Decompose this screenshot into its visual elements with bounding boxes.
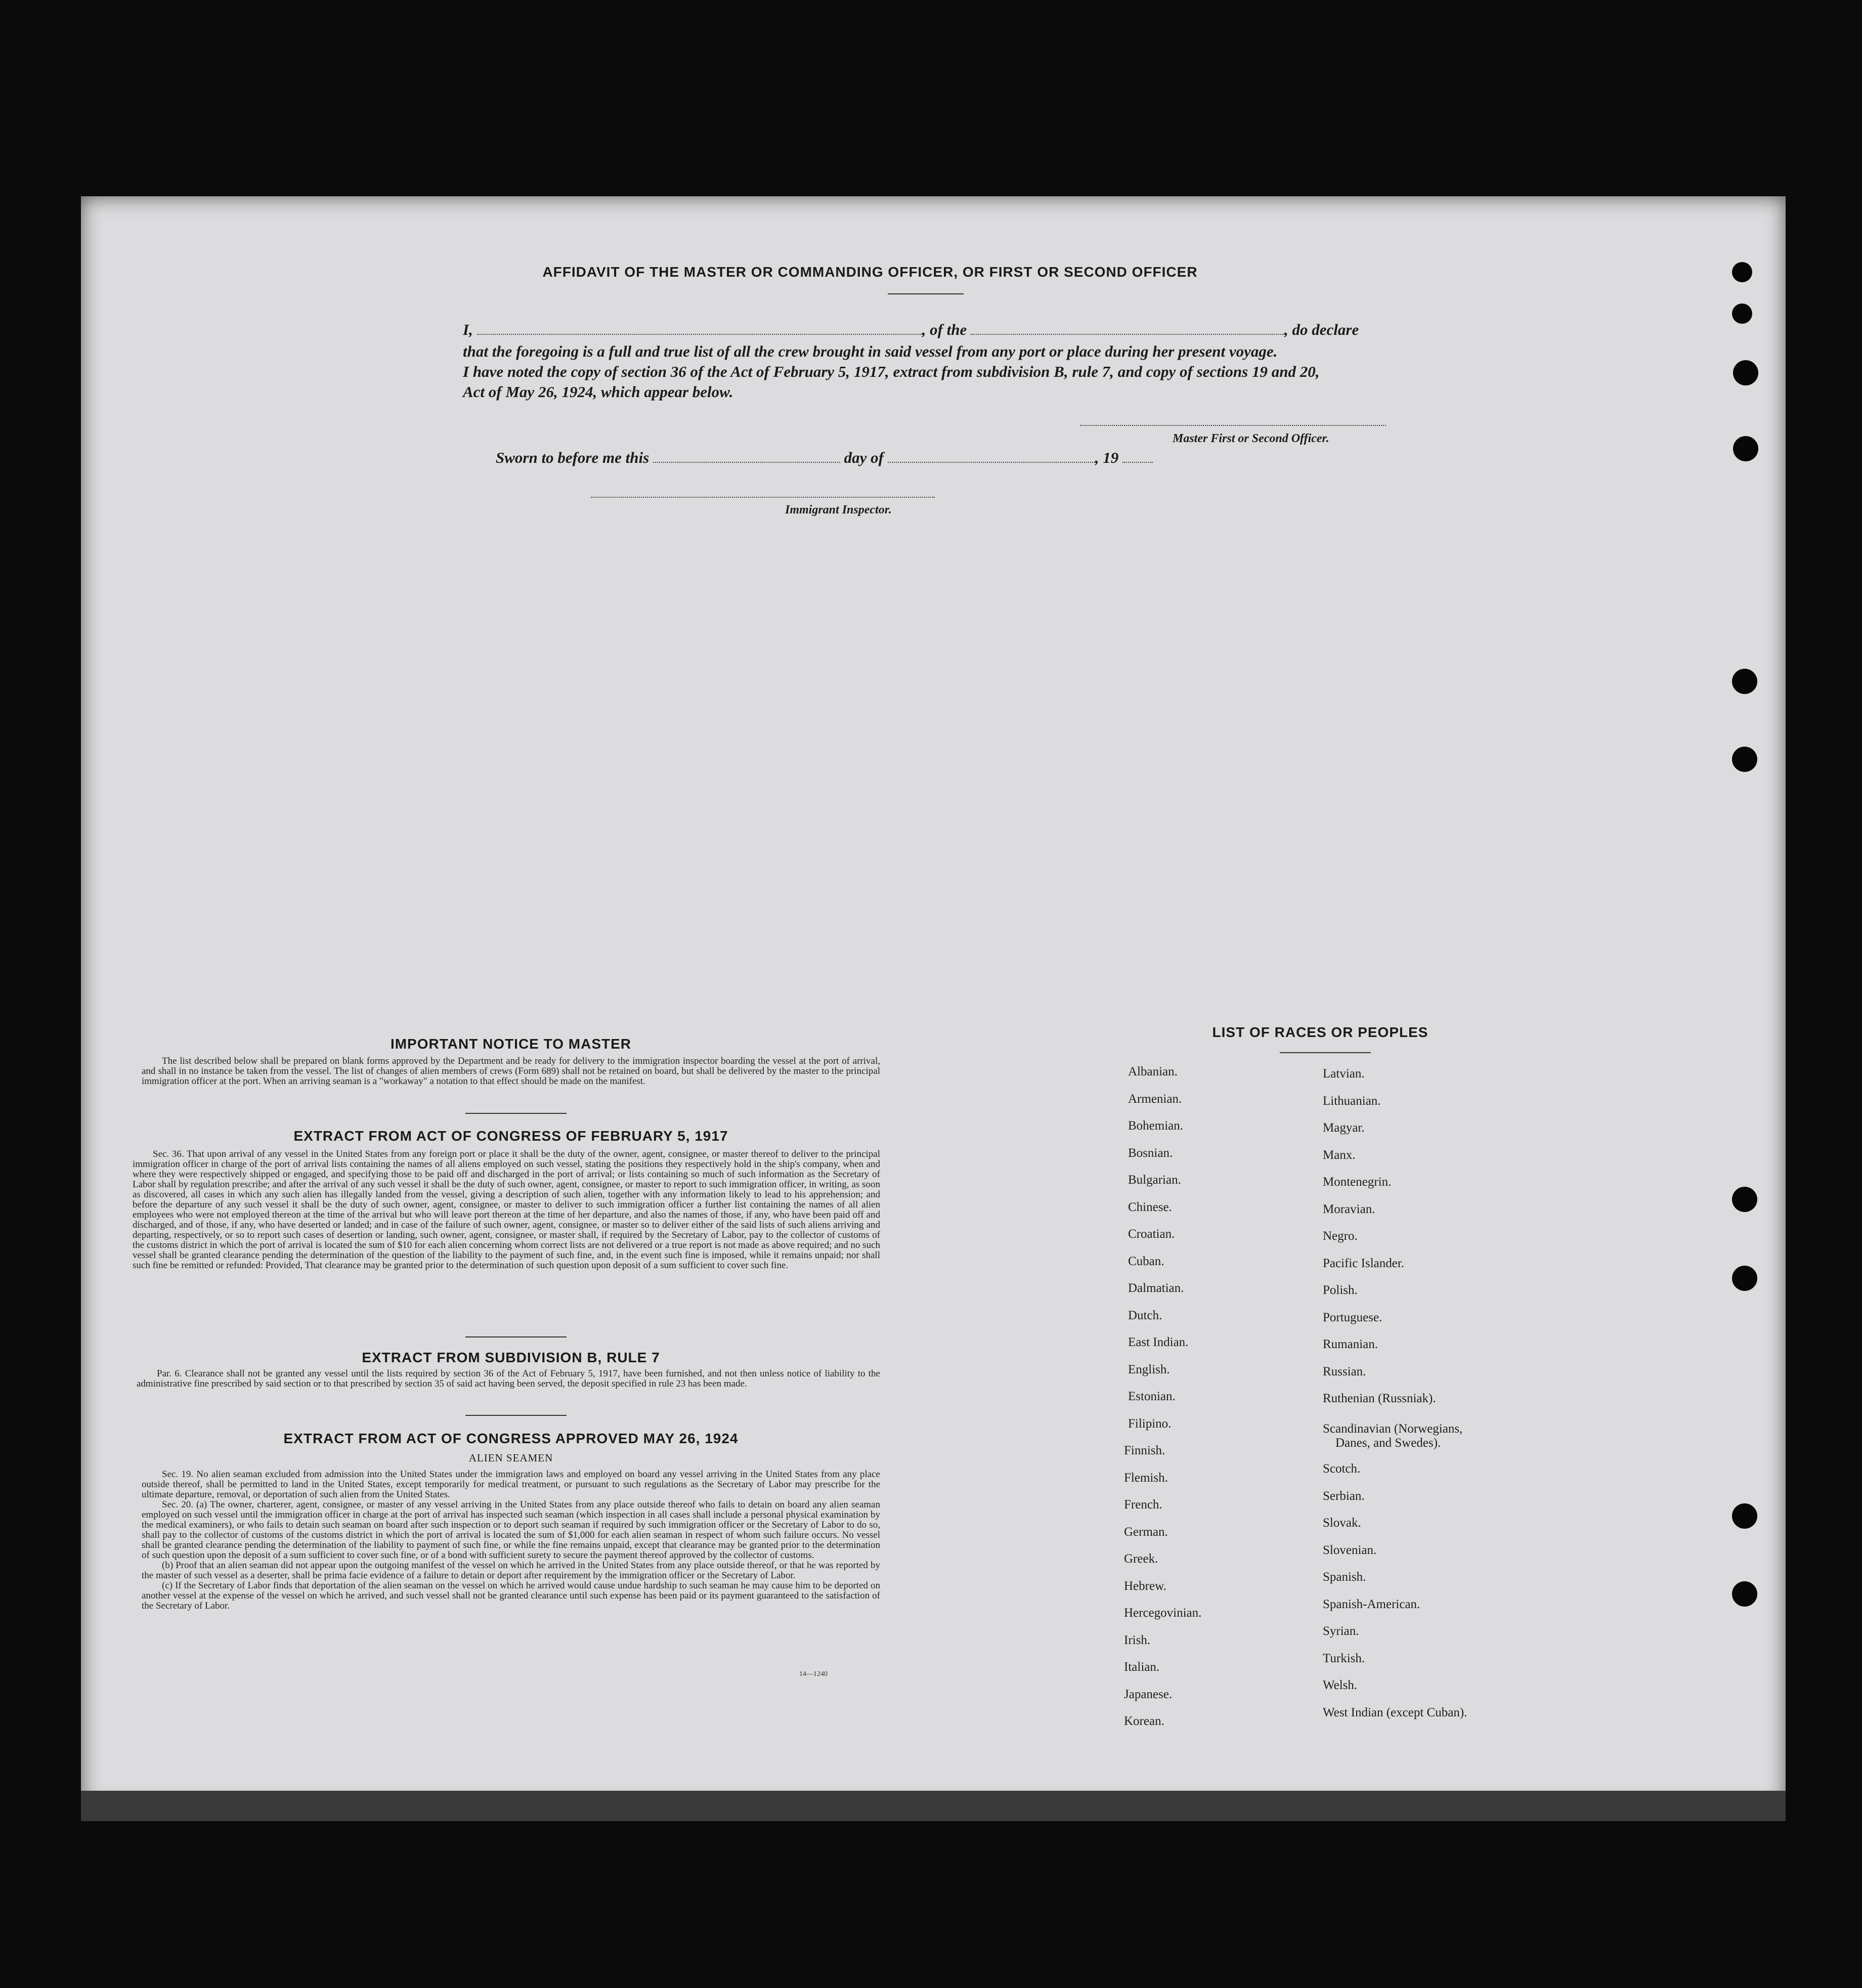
race-item: Russian. <box>1323 1364 1366 1378</box>
race-item: Dalmatian. <box>1128 1281 1184 1295</box>
sec20c-paragraph: (c) If the Secretary of Labor finds that deportation of the alien seaman on the vessel on which he arrived would cause undue hardship to such seaman he may cause him to be deported on another vessel at the expense of the vessel on which he arrived, and such vessel shall not be granted clearance until such expense has been paid or its payment guaranteed to the satisfaction of the Secretary of Labor. <box>142 1580 880 1611</box>
race-item: Serbian. <box>1323 1489 1365 1503</box>
race-item: Japanese. <box>1124 1687 1173 1701</box>
affidavit-line-2: that the foregoing is a full and true list of all the crew brought in said vessel from any port or place during her present voyage. <box>463 342 1278 360</box>
rule7-text <box>137 1369 880 1389</box>
race-item: French. <box>1124 1498 1162 1511</box>
punch-hole <box>1732 669 1757 694</box>
race-item: Chinese. <box>1128 1200 1172 1214</box>
sec20a-paragraph: Sec. 20. (a) The owner, charterer, agent, consignee, or master of any vessel arriving in the United States from any place outside thereof who fails to detain on board any alien seaman employed on such vessel until the immigration officer in charge at the port of arrival has inspected such seaman (which inspection in all cases shall include a personal physical examination by the medical examiners), or who fails to detain such seaman on board after such inspection or to deport such seaman if required by such immigration officer or the Secretary of Labor to do so, shall pay to the collector of customs of the customs district in which the port of arrival is located the sum of $1,000 for each alien seaman in respect of whom such failure occurs. No vessel shall be granted clearance pending the determination of the liability to payment of such fine, or while the fine remains unpaid, except that clearance may be granted prior to the determination of such question upon the deposit of a sum sufficient to cover such fine, or of a bond with sufficient surety to secure the payment thereof approved by the collector of customs. <box>142 1499 880 1561</box>
race-item: Albanian. <box>1128 1065 1178 1078</box>
race-item: English. <box>1128 1362 1170 1376</box>
race-item: Magyar. <box>1323 1121 1365 1135</box>
affidavit-title: AFFIDAVIT OF THE MASTER OR COMMANDING OFFICER, OR FIRST OR SECOND OFFICER <box>542 264 1198 280</box>
race-item: Lithuanian. <box>1323 1094 1381 1108</box>
race-item: Scotch. <box>1323 1462 1361 1476</box>
divider <box>465 1113 567 1114</box>
race-item: Pacific Islander. <box>1323 1256 1405 1270</box>
punch-hole <box>1732 1266 1757 1291</box>
sworn-month-field[interactable] <box>888 462 1095 463</box>
affidavit-declaration-line <box>463 320 1409 340</box>
extract-1917-text <box>133 1149 880 1271</box>
race-item: Syrian. <box>1323 1624 1359 1638</box>
race-item: Hercegovinian. <box>1124 1606 1202 1620</box>
affidavit-line-3: I have noted the copy of section 36 of the Act of February 5, 1917, extract from subdivision B, rule 7, and copy of sections 19 and 20, <box>463 363 1320 380</box>
race-item: East Indian. <box>1128 1335 1189 1349</box>
punch-hole <box>1732 262 1752 282</box>
race-item: Filipino. <box>1128 1416 1172 1431</box>
notice-paragraph: The list described below shall be prepared on blank forms approved by the Department and be ready for delivery to the immigration inspector boarding the vessel at the port of arrival, and shall in no instance be taken from the vessel. The list of changes of alien members of crews (Form 689) shall not be retained on board, but shall be delivered by the master to the principal immigration officer at the port. When an arriving seaman is a "workaway" a notation to that effect should be made on the manifest. <box>142 1056 880 1087</box>
punch-hole <box>1732 1503 1757 1529</box>
inspector-signature-label: Immigrant Inspector. <box>785 503 892 516</box>
race-item: Rumanian. <box>1323 1337 1378 1351</box>
extract-1917-title: EXTRACT FROM ACT OF CONGRESS OF FEBRUARY 5, 1917 <box>293 1128 728 1144</box>
sworn-day-of: day of <box>844 449 884 466</box>
sworn-date-field[interactable] <box>653 462 840 463</box>
race-item: Bulgarian. <box>1128 1173 1181 1187</box>
race-item: West Indian (except Cuban). <box>1323 1705 1467 1719</box>
master-name-field[interactable] <box>477 334 922 335</box>
sworn-year-field[interactable] <box>1122 462 1153 463</box>
punch-hole <box>1733 436 1758 461</box>
page-shadow-edge <box>81 1791 1786 1821</box>
race-item: Flemish. <box>1124 1471 1168 1485</box>
sworn-year: , 19 <box>1095 449 1119 466</box>
divider <box>1280 1052 1371 1053</box>
notice-title: IMPORTANT NOTICE TO MASTER <box>390 1036 632 1052</box>
sworn-prefix: Sworn to before me this <box>496 449 649 466</box>
race-item: Spanish. <box>1323 1570 1366 1584</box>
sec20b-paragraph: (b) Proof that an alien seaman did not appear upon the outgoing manifest of the vessel on which he arrived in the United States from any place outside thereof, or that he was reported by the master of such vessel as a deserter, shall be prima facie evidence of a failure to detain or deport after requirement by the immigration officer or the Secretary of Labor. <box>142 1560 880 1581</box>
race-item: Croatian. <box>1128 1227 1175 1241</box>
race-item: Hebrew. <box>1124 1579 1166 1593</box>
race-item: Portuguese. <box>1323 1310 1382 1324</box>
punch-hole <box>1732 747 1757 772</box>
race-item: Montenegrin. <box>1323 1175 1392 1189</box>
race-item: Scandinavian (Norwegians, <box>1323 1421 1463 1436</box>
race-item: Welsh. <box>1323 1678 1358 1692</box>
race-item: Ruthenian (Russniak). <box>1323 1392 1436 1405</box>
race-item: Moravian. <box>1323 1202 1375 1216</box>
race-item: Greek. <box>1124 1552 1158 1566</box>
punch-hole <box>1732 1187 1757 1212</box>
divider <box>465 1336 567 1337</box>
race-item: Armenian. <box>1128 1092 1182 1106</box>
race-item: Spanish-American. <box>1323 1597 1420 1611</box>
extract-1924-text <box>142 1470 880 1611</box>
race-item: Finnish. <box>1124 1444 1165 1457</box>
race-item: Danes, and Swedes). <box>1335 1436 1441 1450</box>
race-item: Slovenian. <box>1323 1543 1377 1557</box>
race-item: Manx. <box>1323 1148 1356 1162</box>
rule7-title: EXTRACT FROM SUBDIVISION B, RULE 7 <box>362 1350 660 1365</box>
affidavit-line-4: Act of May 26, 1924, which appear below. <box>463 383 733 401</box>
punch-hole <box>1732 1581 1757 1607</box>
extract-1924-title: EXTRACT FROM ACT OF CONGRESS APPROVED MAY 26, 1924 <box>283 1431 739 1446</box>
divider <box>888 293 964 294</box>
race-item: Bohemian. <box>1128 1119 1184 1133</box>
sec19-paragraph: Sec. 19. No alien seaman excluded from admission into the United States under the immigration laws and employed on board any vessel arriving in the United States from any place outside thereof, shall be permitted to land in the United States, except temporarily for medical treatment, or pursuant to such regulations as the Secretary of Labor may prescribe for the ultimate departure, removal, or deportation of such alien from the United States. <box>142 1469 880 1500</box>
race-item: Latvian. <box>1323 1067 1365 1081</box>
sec36-paragraph: Sec. 36. That upon arrival of any vessel in the United States from any foreign port or place it shall be the duty of the owner, agent, consignee, or master thereof to deliver to the principal immigration officer in charge of the port of arrival lists containing the names of all aliens employed on such vessel, stating the positions they respectively hold in the ship's company, when and where they were respectively shipped or engaged, and specifying those to be paid off and discharged in the port of arrival; or lists containing so much of such information as the Secretary of Labor shall by regulation prescribe; and after the arrival of any such vessel it shall be the duty of such owner, agent, consignee, or master to report to such immigration officer, in writing, as soon as discovered, all cases in which any such alien has illegally landed from the vessel, giving a description of such alien, together with any information likely to lead to his apprehension; and before the departure of any such vessel it shall be the duty of such owner, agent, consignee, or master to deliver to such immigration officer a further list containing the names of all alien employees who were not employed thereon at the time of the arrival but who will leave port thereon at the time of her departure, and also the names of those, if any, who have been paid off and discharged, and of those, if any, who have deserted or landed; and in case of the failure of such owner, agent, consignee, or master so to deliver either of the said lists of such aliens arriving and departing, respectively, or so to report such cases of desertion or landing, such owner, agent, consignee, or master shall, if required by the Secretary of Labor, pay to the collector of customs of the customs district in which the port of arrival is located the sum of $10 for each alien concerning whom correct lists are not delivered or a true report is not made as above required; and no such vessel shall be granted clearance pending the determination of the question of the liability to the payment of such fine, and, in the event such fine is imposed, while it remains unpaid; nor shall such fine be remitted or refunded: Provided, That clearance may be granted prior to the determination of such question upon deposit of a sum sufficient to cover such fine. <box>133 1149 880 1271</box>
race-item: Slovak. <box>1323 1516 1361 1530</box>
rule7-paragraph: Par. 6. Clearance shall not be granted any vessel until the lists required by section 36 of the Act of February 5, 1917, have been furnished, and not then unless notice of liability to the administrative fine prescribed by said section or to that prescribed by section 35 of said act having been served, the deposit specified in rule 23 has been made. <box>137 1368 880 1389</box>
divider <box>465 1415 567 1416</box>
affidavit-i: I, <box>463 321 473 338</box>
sworn-line <box>496 448 1204 468</box>
punch-hole <box>1732 304 1752 324</box>
race-item: Polish. <box>1323 1283 1358 1297</box>
alien-seamen-subtitle: ALIEN SEAMEN <box>468 1452 553 1464</box>
affidavit-of-the: , of the <box>922 321 967 338</box>
race-item: Bosnian. <box>1128 1146 1173 1160</box>
race-item: Cuban. <box>1128 1254 1164 1268</box>
race-item: German. <box>1124 1525 1168 1539</box>
master-signature-field[interactable] <box>1080 425 1386 426</box>
notice-text <box>142 1056 880 1087</box>
race-item: Italian. <box>1124 1660 1160 1674</box>
race-item: Estonian. <box>1128 1390 1176 1403</box>
master-signature-label: Master First or Second Officer. <box>1173 432 1329 445</box>
vessel-name-field[interactable] <box>971 334 1284 335</box>
inspector-signature-field[interactable] <box>591 497 935 498</box>
form-number: 14—1240 <box>799 1670 828 1678</box>
affidavit-do-declare: , do declare <box>1284 321 1359 338</box>
race-item: Negro. <box>1323 1229 1358 1243</box>
race-item: Korean. <box>1124 1714 1164 1728</box>
race-item: Turkish. <box>1323 1651 1365 1665</box>
races-title: LIST OF RACES OR PEOPLES <box>1212 1024 1428 1040</box>
punch-hole <box>1733 360 1758 385</box>
race-item: Dutch. <box>1128 1308 1162 1322</box>
race-item: Irish. <box>1124 1633 1151 1647</box>
